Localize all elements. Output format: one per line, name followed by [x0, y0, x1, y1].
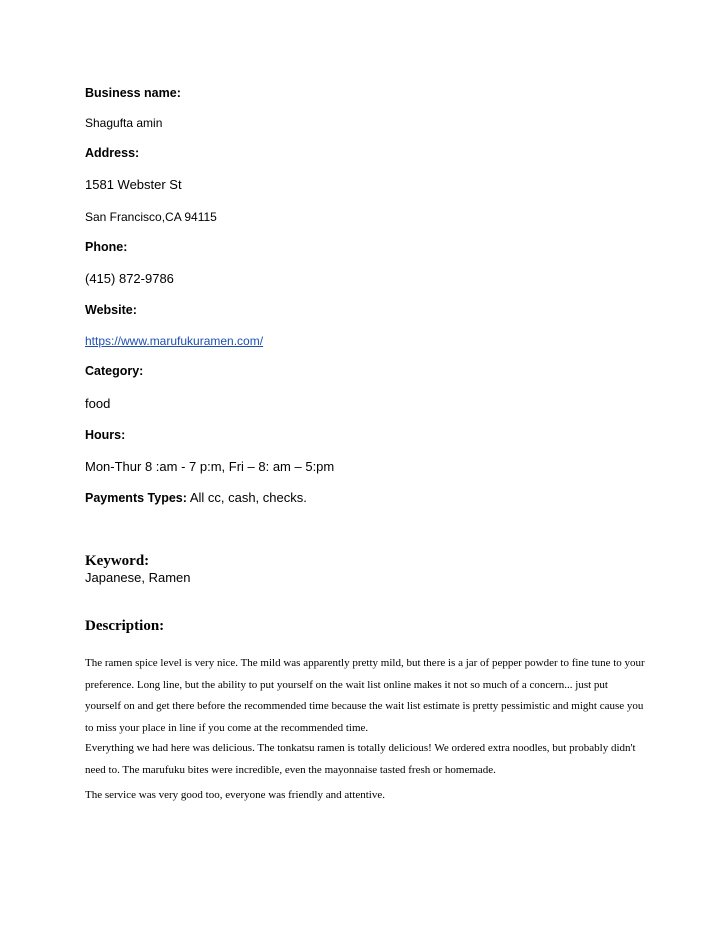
address-line2: San Francisco,CA 94115: [85, 210, 217, 224]
hours-value: Mon-Thur 8 :am - 7 p:m, Fri – 8: am – 5:pm: [85, 459, 335, 474]
address-line1: 1581 Webster St: [85, 177, 182, 192]
description-paragraph-1: The ramen spice level is very nice. The mild was apparently pretty mild, but there is a jar of pepper powder to fine tune to your preference. Long line, but the ability to put yourself on the wait list online makes it not so much of a concern... just put yourself on and get there before the recommended time because the wait list estimate is pretty pessimistic and might cause you to miss your place in line if you come at the recommended time.: [85, 657, 645, 734]
business-name-label: Business name:: [85, 86, 181, 100]
description-label: Description:: [85, 618, 165, 634]
description-paragraph-2: Everything we had here was delicious. The tonkatsu ramen is totally delicious! We ordered extra noodles, but probably didn't need to. The marufuku bites were incredible, even the mayonnaise tasted fresh or homemade.: [85, 742, 636, 776]
category-value: food: [85, 396, 111, 411]
keyword-value: Japanese, Ramen: [85, 570, 191, 585]
keyword-label: Keyword:: [85, 553, 150, 569]
hours-label: Hours:: [85, 428, 126, 442]
website-label: Website:: [85, 303, 137, 317]
payments-value: All cc, cash, checks.: [189, 490, 307, 505]
payments-label: Payments Types:: [85, 491, 187, 505]
website-link[interactable]: https://www.marufukuramen.com/: [85, 334, 264, 348]
description-paragraph-3: The service was very good too, everyone was friendly and attentive.: [85, 789, 385, 801]
payments-row: [85, 490, 307, 505]
phone-value: (415) 872-9786: [85, 271, 174, 286]
phone-label: Phone:: [85, 240, 128, 254]
category-label: Category:: [85, 364, 144, 378]
address-label: Address:: [85, 146, 140, 160]
business-name-value: Shagufta amin: [85, 116, 163, 130]
